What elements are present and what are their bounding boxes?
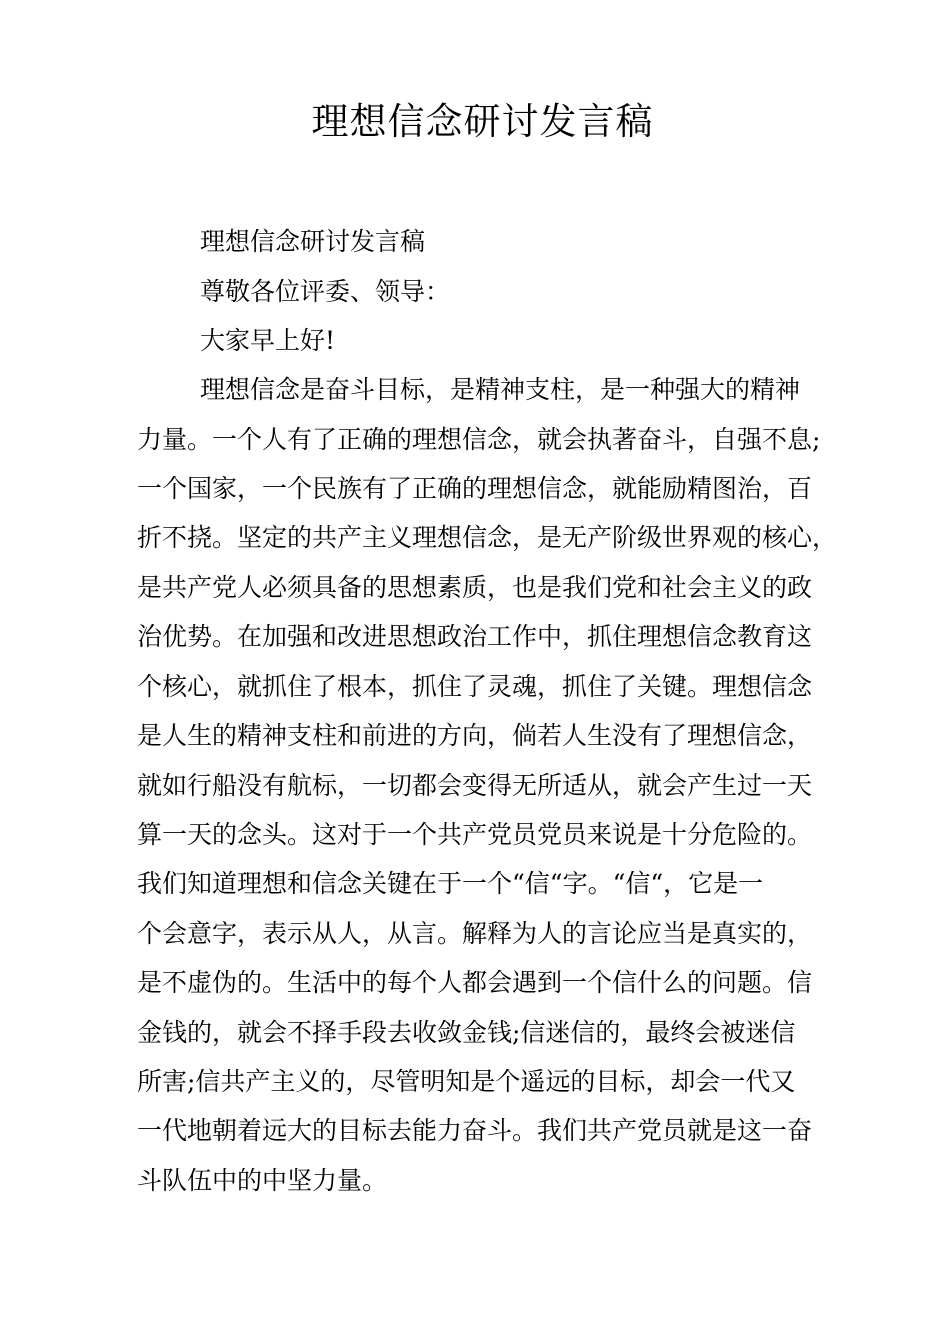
paragraph-line: 是人生的精神支柱和前进的方向，倘若人生没有了理想信念， xyxy=(137,721,813,750)
paragraph-line: 斗队伍中的中坚力量。 xyxy=(137,1166,388,1195)
paragraph-line: 治优势。在加强和改进思想政治工作中，抓住理想信念教育这 xyxy=(137,622,813,651)
paragraph-line: 就如行船没有航标，一切都会变得无所适从，就会产生过一天 xyxy=(137,771,813,800)
paragraph-line: 我们知道理想和信念关键在于一个“信“字。“信“，它是一 xyxy=(137,869,764,898)
greeting-line: 大家早上好! xyxy=(200,326,336,355)
paragraph-line: 力量。一个人有了正确的理想信念，就会执著奋斗，自强不息; xyxy=(137,425,821,454)
paragraph-line: 金钱的，就会不择手段去收敛金钱;信迷信的，最终会被迷信 xyxy=(137,1018,796,1047)
paragraph-line: 是共产党人必须具备的思想素质，也是我们党和社会主义的政 xyxy=(137,573,813,602)
paragraph-line: 个核心，就抓住了根本，抓住了灵魂，抓住了关键。理想信念 xyxy=(137,672,813,701)
paragraph-line: 一个国家，一个民族有了正确的理想信念，就能励精图治，百 xyxy=(137,474,813,503)
paragraph-line: 理想信念是奋斗目标，是精神支柱，是一种强大的精神 xyxy=(200,375,801,404)
paragraph-line: 所害;信共产主义的，尽管明知是个遥远的目标，却会一代又 xyxy=(137,1067,796,1096)
subtitle-line: 理想信念研讨发言稿 xyxy=(200,227,426,256)
document-title: 理想信念研讨发言稿 xyxy=(311,100,654,143)
salutation-line: 尊敬各位评委、领导： xyxy=(200,277,451,306)
paragraph-line: 算一天的念头。这对于一个共产党员党员来说是十分危险的。 xyxy=(137,820,813,849)
paragraph-line: 折不挠。坚定的共产主义理想信念，是无产阶级世界观的核心， xyxy=(137,523,838,552)
paragraph-line: 是不虚伪的。生活中的每个人都会遇到一个信什么的问题。信 xyxy=(137,968,813,997)
paragraph-line: 个会意字，表示从人，从言。解释为人的言论应当是真实的， xyxy=(137,919,813,948)
paragraph-line: 一代地朝着远大的目标去能力奋斗。我们共产党员就是这一奋 xyxy=(137,1116,813,1145)
